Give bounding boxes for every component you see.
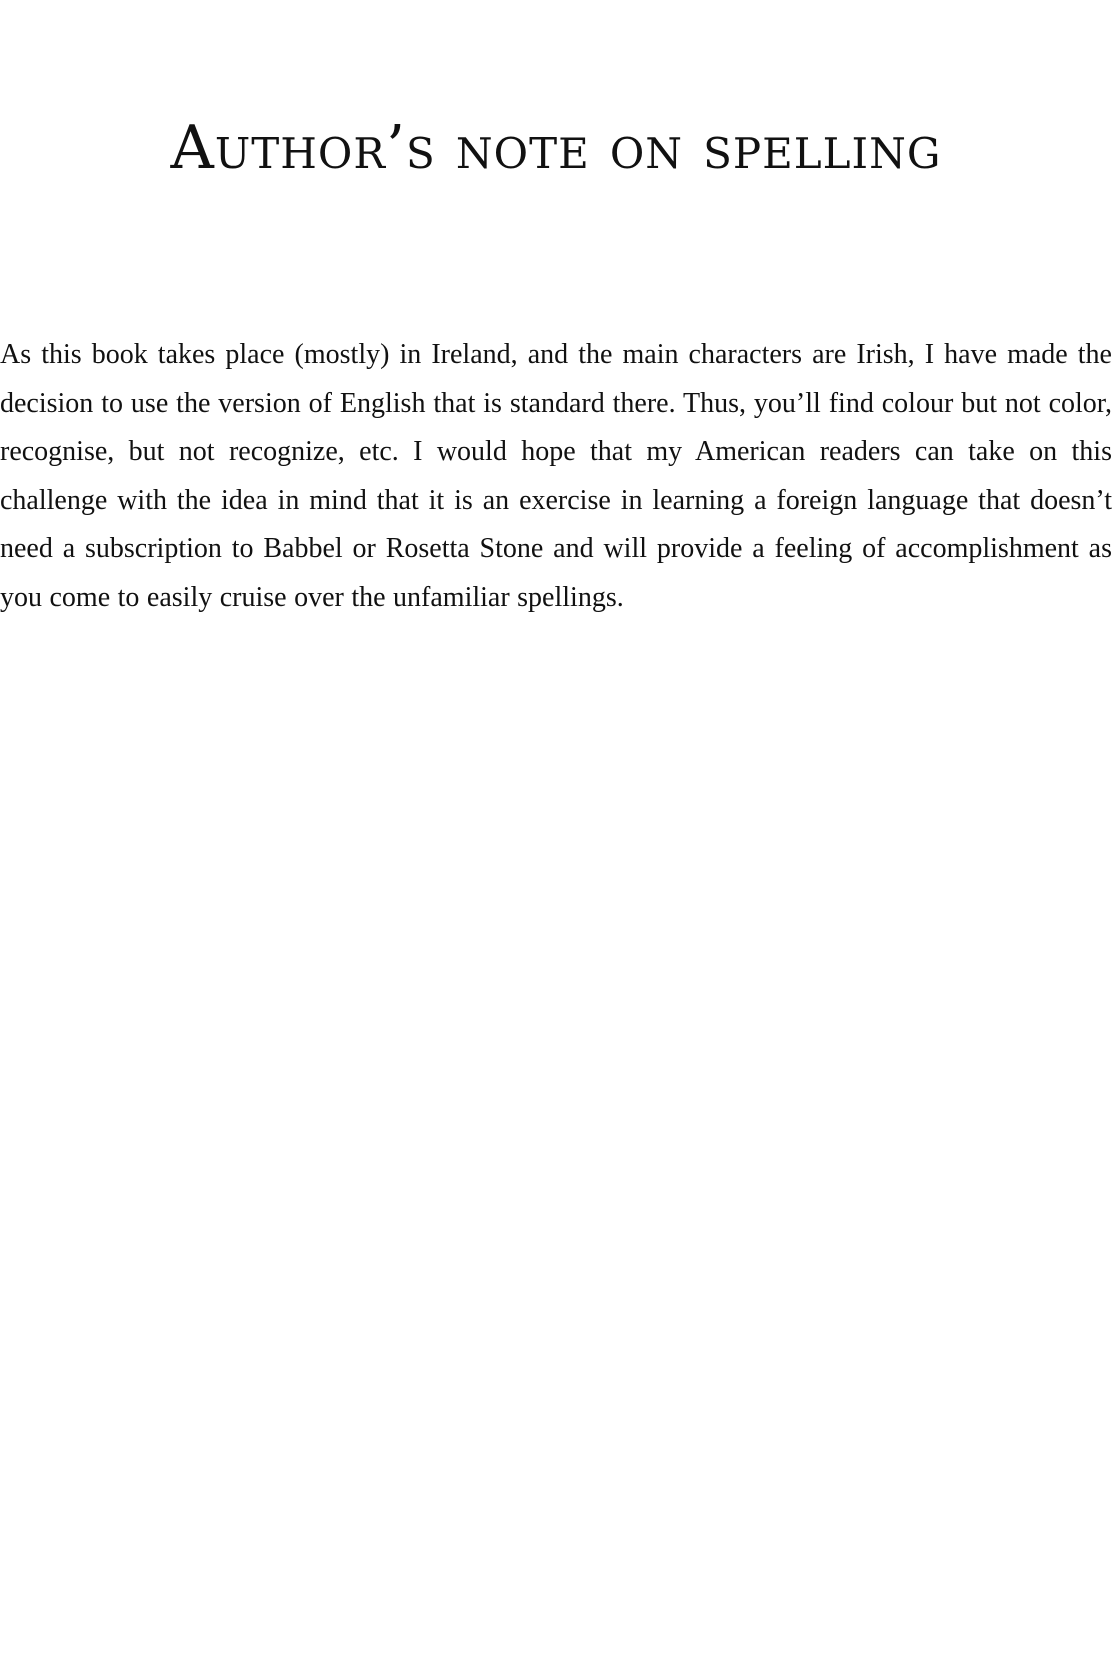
note-paragraph: As this book takes place (mostly) in Ireland, and the main characters are Irish, I have made the decision to use the version of English that is standard there. Thus, you’ll find colour but not color, recognise, but not recognize, etc. I would hope that my American readers can take on this challenge with the idea in mind that it is an exercise in learning a foreign language that doesn’t need a subscription to Babbel or Rosetta Stone and will provide a feeling of accomplishment as you come to easily cruise over the unfamiliar spellings. — [0, 339, 1112, 613]
chapter-title: Author’s note on spelling — [170, 113, 942, 183]
